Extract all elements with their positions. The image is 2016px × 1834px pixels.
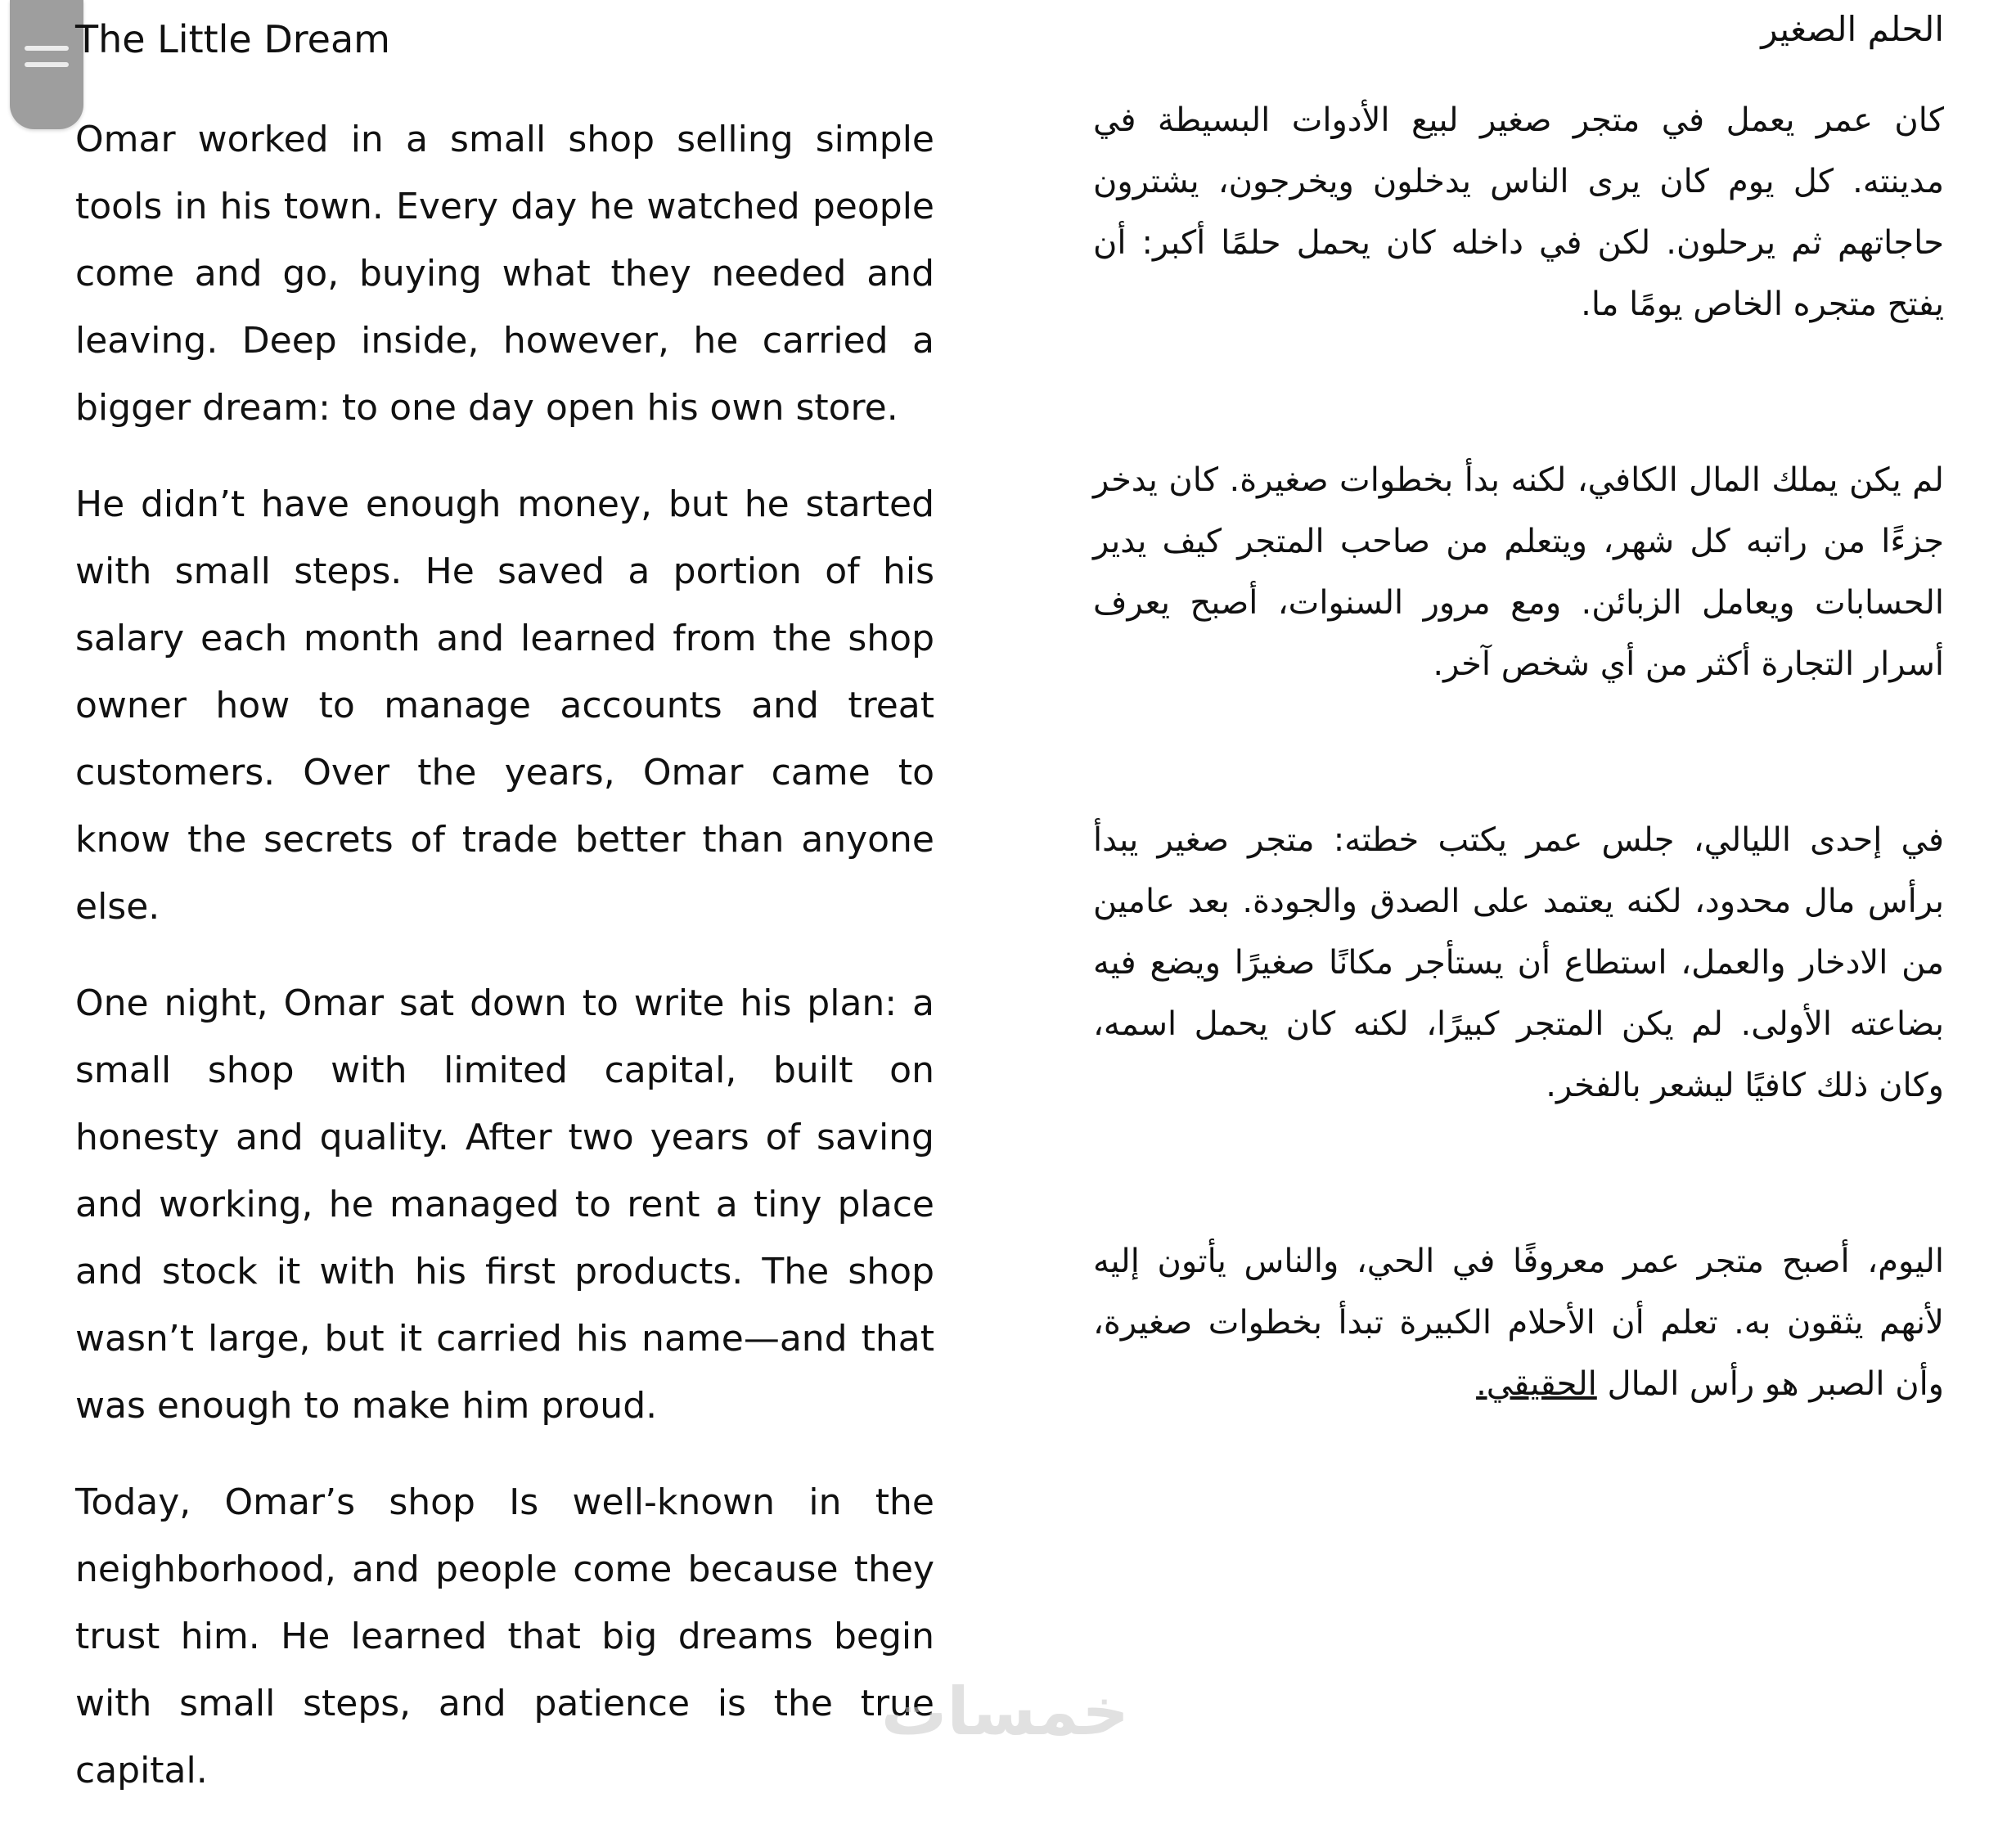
english-title: The Little Dream	[75, 17, 390, 61]
arabic-underlined-word: الحقيقي.	[1476, 1365, 1597, 1403]
english-paragraph: Today, Omar’s shop Is well-known in the neighborhood, and people come because they trust him. He learned that big dreams begin with small steps, and patience is the true capital.	[75, 1481, 934, 1791]
watermark-logo: خمسات	[880, 1674, 1129, 1750]
english-column	[75, 15, 934, 1834]
arabic-paragraph: لم يكن يملك المال الكافي، لكنه بدأ بخطوات صغيرة. كان يدخر جزءًا من راتبه كل شهر، ويتعلم من صاحب المتجر كيف يدير الحسابات ويعامل الزبائن. ومع مرور السنوات، أصبح يعرف أسرار التجارة أكثر من أي شخص آخر.	[1093, 461, 1944, 683]
english-paragraph: Omar worked in a small shop selling simple tools in his town. Every day he watched people come and go, buying what they needed and leaving. Deep inside, however, he carried a bigger dream: to one day open his own store.	[75, 119, 934, 429]
arabic-last-text: اليوم، أصبح متجر عمر معروفًا في الحي، والناس يأتون إليه لأنهم يثقون به. تعلم أن الأحلام الكبيرة تبدأ بخطوات صغيرة، وأن الصبر هو رأس المال	[1093, 1243, 1944, 1403]
drag-handle[interactable]	[10, 0, 83, 129]
handle-line-icon	[25, 46, 69, 51]
arabic-paragraph-last	[1093, 1231, 1944, 1415]
arabic-column	[1093, 5, 1944, 1530]
english-paragraph: He didn’t have enough money, but he started with small steps. He saved a portion of his salary each month and learned from the shop owner how to manage accounts and treat customers. Over the years, Omar came to know the secrets of trade better than anyone else.	[75, 483, 934, 928]
arabic-title: الحلم الصغير	[1761, 9, 1944, 49]
english-paragraph: One night, Omar sat down to write his plan: a small shop with limited capital, built on honesty and quality. After two years of saving and working, he managed to rent a tiny place and stock it with his first products. The shop wasn’t large, but it carried his name—and that was enough to make him proud.	[75, 982, 934, 1427]
arabic-paragraph: كان عمر يعمل في متجر صغير لبيع الأدوات البسيطة في مدينته. كل يوم كان يرى الناس يدخلون ويخرجون، يشترون حاجاتهم ثم يرحلون. لكن في داخله كان يحمل حلمًا أكبر: أن يفتح متجره الخاص يومًا ما.	[1093, 101, 1944, 323]
arabic-paragraph: في إحدى الليالي، جلس عمر يكتب خطته: متجر صغير يبدأ برأس مال محدود، لكنه يعتمد على الصدق والجودة. بعد عامين من الادخار والعمل، استطاع أن يستأجر مكانًا صغيرًا ويضع فيه بضاعته الأولى. لم يكن المتجر كبيرًا، لكنه كان يحمل اسمه، وكان ذلك كافيًا ليشعر بالفخر.	[1093, 821, 1944, 1104]
handle-line-icon	[25, 62, 69, 67]
